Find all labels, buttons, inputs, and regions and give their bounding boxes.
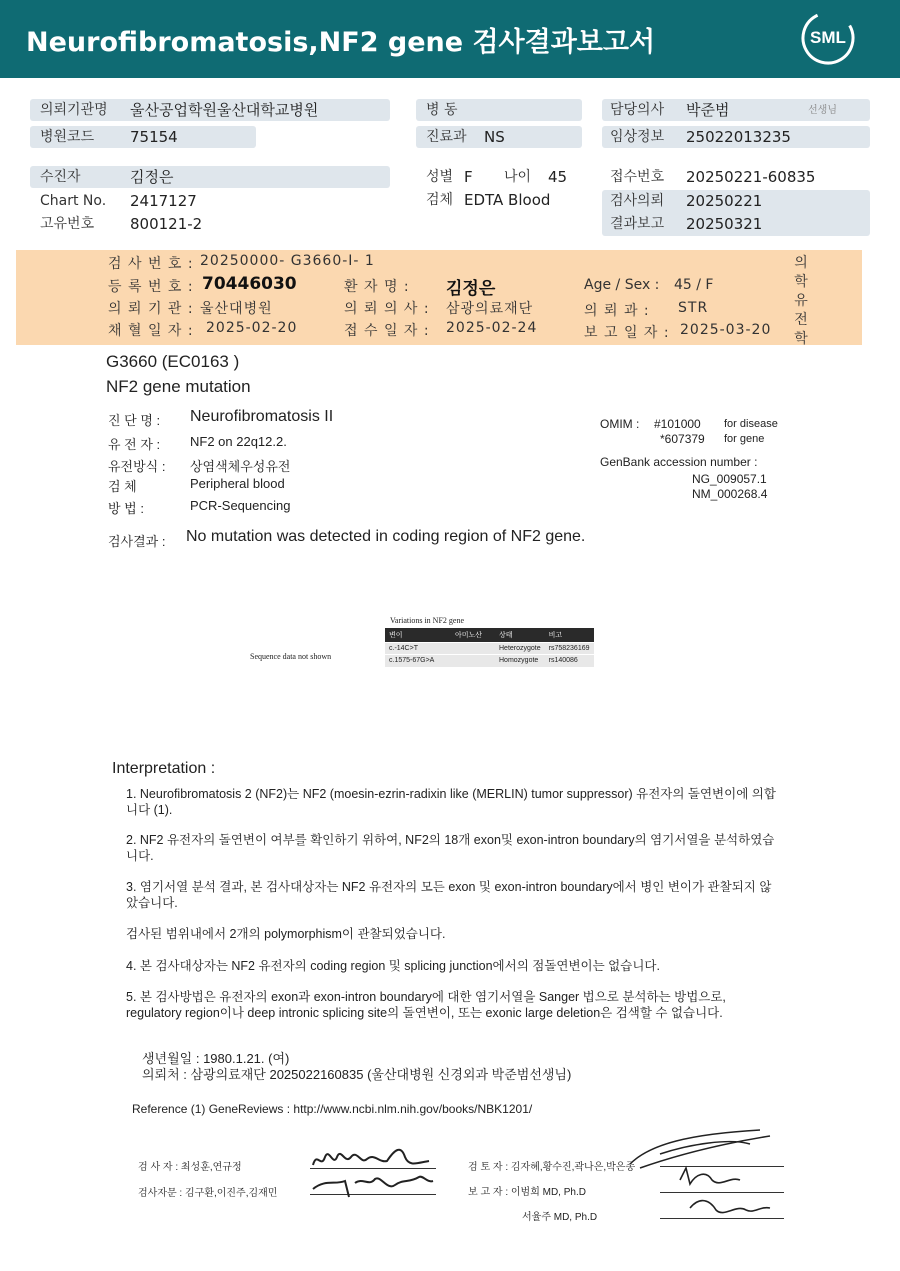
- report-title: Neurofibromatosis,NF2 gene 검사결과보고서: [26, 27, 656, 58]
- chart-value: 2417127: [130, 192, 197, 210]
- table-cell: c.1575-67G>A: [385, 655, 451, 667]
- sex-value: F: [464, 168, 473, 186]
- age-value: 45: [548, 168, 568, 186]
- table-cell: c.-14C>T: [385, 643, 451, 655]
- omim-disease: #101000: [654, 417, 701, 431]
- examinee-label: 수진자: [40, 169, 81, 185]
- side-char: 학: [794, 331, 808, 347]
- genbank-nm: NM_000268.4: [692, 487, 768, 501]
- uid-value: 800121-2: [130, 215, 203, 233]
- result-label: 검사결과 :: [108, 534, 166, 549]
- table-row: [385, 655, 594, 667]
- receipt-value: 20250221-60835: [686, 168, 816, 186]
- table-cell: rs140086: [545, 655, 594, 667]
- table-cell: rs758236169: [545, 643, 594, 655]
- examinee-value: 김정은: [130, 168, 174, 186]
- gene-value: NF2 on 22q12.2.: [190, 434, 287, 449]
- clinical-value: 25022013235: [686, 128, 791, 146]
- spec-value: Peripheral blood: [190, 476, 285, 491]
- req-date-label: 검사의뢰: [610, 193, 665, 209]
- doctor-value: 박준범: [686, 101, 730, 119]
- dob-line: 생년월일 : 1980.1.21. (여): [142, 1051, 290, 1066]
- spec-label: 검 체: [108, 479, 137, 494]
- interpretation-title: Interpretation :: [112, 760, 216, 777]
- specimen-label: 검체: [426, 192, 454, 208]
- reviewer-signature: [620, 1124, 790, 1224]
- hospital-code-label: 병원코드: [40, 129, 95, 145]
- variations-title: Variations in NF2 gene: [390, 616, 464, 625]
- stamp-side-text: [793, 254, 809, 349]
- col-header: 비고: [545, 628, 594, 643]
- inherit-value: 상염색체우성유전: [190, 459, 291, 474]
- stamp-org: 울산대병원: [200, 301, 273, 317]
- hospital-code-value: 75154: [130, 128, 178, 146]
- interpretation-item-2: 2. NF2 유전자의 돌연변이 여부를 확인하기 위하여, NF2의 18개 exon및 exon-intron boundary의 염기서열을 분석하였습니다.: [126, 833, 775, 863]
- tester-signature: [305, 1135, 440, 1205]
- reviewer-line: 검 토 자 : 김자혜,황수진,곽나은,박은종: [468, 1162, 636, 1173]
- interpretation-item-polymorphism: 검사된 범위내에서 2개의 polymorphism이 관찰되었습니다.: [126, 927, 446, 941]
- stamp-reg-no-label: 등 록 번 호 :: [108, 279, 194, 295]
- omim-disease-note: for disease: [724, 418, 778, 430]
- receipt-label: 접수번호: [610, 169, 665, 185]
- stamp-report-label: 보 고 일 자 :: [584, 325, 670, 341]
- table-cell: Homozygote: [495, 655, 545, 667]
- result-text: No mutation was detected in coding region of NF2 gene.: [186, 528, 586, 545]
- reporter-line: 보 고 자 : 이범희 MD, Ph.D: [468, 1187, 586, 1198]
- side-char: 학: [794, 274, 808, 290]
- stamp-patient-label: 환 자 명 :: [344, 279, 410, 295]
- stamp-patient: 김정은: [446, 279, 496, 299]
- side-char: 유: [794, 293, 808, 309]
- dept-value: NS: [484, 128, 505, 146]
- stamp-dept-label: 의 뢰 과 :: [584, 303, 650, 319]
- table-cell: Heterozygote: [495, 643, 545, 655]
- tester-line: 검 사 자 : 최성훈,연규정: [138, 1162, 242, 1173]
- stamp-physician-label: 의 뢰 의 사 :: [344, 301, 430, 317]
- omim-label: OMIM :: [600, 417, 640, 431]
- interpretation-item-3: 3. 염기서열 분석 결과, 본 검사대상자는 NF2 유전자의 모든 exon 및 exon-intron boundary에서 병인 변이가 관찰되지 않았습니다.: [126, 880, 772, 910]
- specimen-value: EDTA Blood: [464, 191, 551, 209]
- report-header: [0, 0, 900, 78]
- advisor-line: 검사자문 : 김구환,이진주,김재민: [138, 1188, 278, 1199]
- col-header: 변이: [385, 628, 451, 643]
- test-name: NF2 gene mutation: [106, 377, 251, 396]
- omim-gene-note: for gene: [724, 433, 765, 445]
- stamp-receive: 2025-02-24: [446, 320, 538, 336]
- interpretation-item-4: 4. 본 검사대상자는 NF2 유전자의 coding region 및 splicing junction에서의 점돌연변이는 없습니다.: [126, 959, 660, 973]
- dept-label: 진료과: [426, 129, 467, 145]
- side-char: 전: [794, 312, 808, 328]
- table-header-row: [385, 628, 594, 643]
- gene-label: 유 전 자 :: [108, 437, 161, 452]
- interpretation-item-1: 1. Neurofibromatosis 2 (NF2)는 NF2 (moesin-ezrin-radixin like (MERLIN) tumor suppressor) 유전자의 돌연변이에 의합니다 (1).: [126, 787, 776, 817]
- stamp-org-label: 의 뢰 기 관 :: [108, 301, 194, 317]
- test-code-line: G3660 (EC0163 ): [106, 352, 240, 371]
- stamp-physician: 삼광의료재단: [446, 301, 534, 317]
- table-row: [385, 643, 594, 655]
- col-header: 상태: [495, 628, 545, 643]
- stamp-dept: STR: [678, 300, 709, 316]
- sml-logo: [800, 10, 856, 66]
- report-date-label: 결과보고: [610, 216, 665, 232]
- doctor-suffix: 선생님: [808, 105, 837, 116]
- method-value: PCR-Sequencing: [190, 498, 291, 513]
- logo-text: SML: [810, 28, 846, 47]
- report-date-value: 20250321: [686, 215, 763, 233]
- stamp-agesex-label: Age / Sex :: [584, 277, 660, 293]
- variations-table: [385, 628, 594, 667]
- stamp-report: 2025-03-20: [680, 322, 772, 338]
- referrer-line: 의뢰처 : 삼광의료재단 2025022160835 (울산대병원 신경외과 박준범선생님): [142, 1067, 572, 1082]
- stamp-collect: 2025-02-20: [206, 320, 298, 336]
- stamp-reg-no: 70446030: [202, 274, 297, 294]
- doctor-label: 담당의사: [610, 102, 665, 118]
- table-cell: [451, 643, 495, 655]
- sequence-note: Sequence data not shown: [250, 652, 332, 661]
- chart-label: Chart No.: [40, 193, 107, 209]
- uid-label: 고유번호: [40, 216, 95, 232]
- omim-gene: *607379: [660, 432, 705, 446]
- reference-line: Reference (1) GeneReviews : http://www.ncbi.nlm.nih.gov/books/NBK1201/: [132, 1102, 533, 1116]
- examinee-bar: [30, 166, 390, 188]
- stamp-collect-label: 채 혈 일 자 :: [108, 323, 194, 339]
- table-cell: [451, 655, 495, 667]
- age-label: 나이: [504, 169, 532, 185]
- genbank-ng: NG_009057.1: [692, 472, 767, 486]
- sex-label: 성별: [426, 169, 454, 185]
- requesting-org-value: 울산공업학원울산대학교병원: [130, 101, 319, 119]
- col-header: 아미노산: [451, 628, 495, 643]
- requesting-org-label: 의뢰기관명: [40, 102, 108, 118]
- stamp-test-no-label: 검 사 번 호 :: [108, 256, 194, 272]
- stamp-test-no: 20250000- G3660-I- 1: [200, 253, 375, 269]
- reporter2-line: 서율주 MD, Ph.D: [522, 1212, 598, 1223]
- stamp-agesex: 45 / F: [674, 277, 714, 293]
- side-char: 의: [794, 255, 808, 271]
- clinical-label: 임상정보: [610, 129, 665, 145]
- diag-label: 진 단 명 :: [108, 413, 161, 428]
- diag-value: Neurofibromatosis II: [190, 408, 334, 425]
- stamp-receive-label: 접 수 일 자 :: [344, 323, 430, 339]
- method-label: 방 법 :: [108, 501, 144, 516]
- inherit-label: 유전방식 :: [108, 459, 166, 474]
- req-date-value: 20250221: [686, 192, 763, 210]
- interpretation-item-5: 5. 본 검사방법은 유전자의 exon과 exon-intron boundary에 대한 염기서열을 Sanger 법으로 분석하는 방법으로, regulatory region이나 deep intronic splicing site의 돌연변이, 또는 exonic large deletion은 검색할 수 없습니다.: [126, 990, 726, 1020]
- ward-label: 병 동: [426, 102, 458, 118]
- genbank-label: GenBank accession number :: [600, 455, 758, 469]
